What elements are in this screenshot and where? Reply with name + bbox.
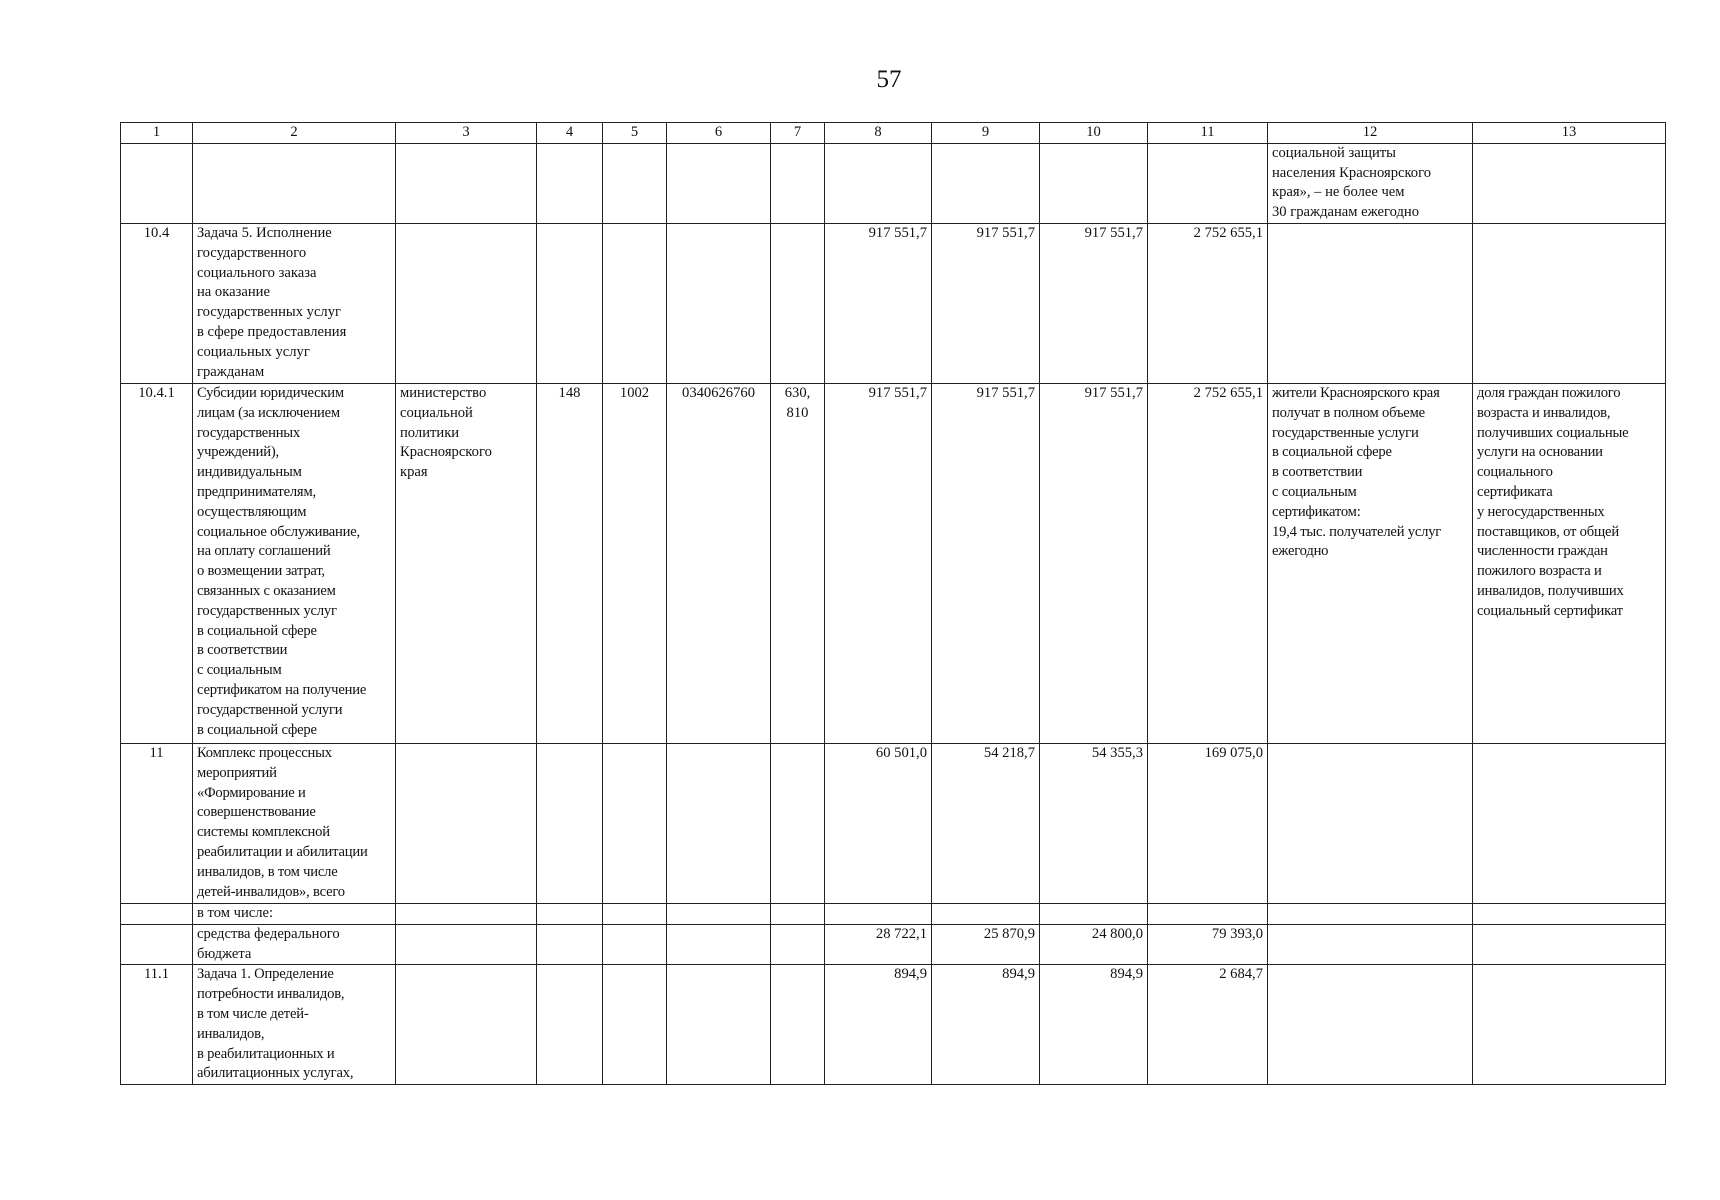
code-cell: 0340626760 [667, 383, 771, 743]
result-cell: социальной защиты населения Красноярского края», – не более чем 30 гражданам ежегодно [1268, 143, 1473, 223]
amount-cell: 917 551,7 [1040, 383, 1148, 743]
amount-cell: 917 551,7 [932, 383, 1040, 743]
table-cell [193, 143, 396, 223]
table-cell [603, 743, 667, 903]
table-cell [1473, 903, 1666, 924]
header-row [121, 123, 1666, 144]
table-cell [1040, 143, 1148, 223]
table-cell [537, 924, 603, 965]
table-cell [667, 965, 771, 1085]
row-number: 11.1 [121, 965, 193, 1085]
table-cell [1148, 903, 1268, 924]
table-cell [1268, 903, 1473, 924]
header-cell: 6 [667, 123, 771, 144]
row-title: средства федерального бюджета [193, 924, 396, 965]
result-cell: жители Красноярского края получат в полном объеме государственные услуги в социальной сфере в соответствии с социальным сертификатом: 19,4 тыс. получателей услуг ежегодно [1268, 383, 1473, 743]
row-title: Задача 1. Определение потребности инвалидов, в том числе детей- инвалидов, в реабилитационных и абилитационных услугах, [193, 965, 396, 1085]
code-cell: 1002 [603, 383, 667, 743]
amount-total-cell: 2 752 655,1 [1148, 223, 1268, 383]
table-cell [932, 903, 1040, 924]
table-cell [396, 143, 537, 223]
code-cell: 630, 810 [771, 383, 825, 743]
table-cell [771, 143, 825, 223]
table-cell [396, 743, 537, 903]
amount-cell: 24 800,0 [1040, 924, 1148, 965]
table-cell [537, 143, 603, 223]
table-cell [1148, 143, 1268, 223]
header-cell: 3 [396, 123, 537, 144]
header-cell: 10 [1040, 123, 1148, 144]
table-cell [537, 965, 603, 1085]
table-cell [771, 743, 825, 903]
table-cell [1473, 743, 1666, 903]
amount-cell: 894,9 [932, 965, 1040, 1085]
amount-cell: 917 551,7 [825, 223, 932, 383]
table-cell [603, 965, 667, 1085]
row-title: Задача 5. Исполнение государственного социального заказа на оказание государственных услуг в сфере предоставления социальных услуг гражданам [193, 223, 396, 383]
table-cell [121, 143, 193, 223]
amount-cell: 28 722,1 [825, 924, 932, 965]
responsible-cell: министерство социальной политики Красноярского края [396, 383, 537, 743]
table-cell [771, 903, 825, 924]
table-row [121, 903, 1666, 924]
table-cell [396, 223, 537, 383]
table-cell [1268, 965, 1473, 1085]
page-number: 57 [876, 66, 902, 93]
amount-cell: 894,9 [825, 965, 932, 1085]
header-cell: 8 [825, 123, 932, 144]
table-cell [537, 223, 603, 383]
header-cell: 5 [603, 123, 667, 144]
table-cell [1473, 924, 1666, 965]
amount-cell: 54 218,7 [932, 743, 1040, 903]
table-cell [396, 924, 537, 965]
table-cell [667, 924, 771, 965]
table-cell [825, 903, 932, 924]
row-number: 10.4 [121, 223, 193, 383]
table-cell [1473, 223, 1666, 383]
table-cell [603, 223, 667, 383]
amount-total-cell: 169 075,0 [1148, 743, 1268, 903]
amount-cell: 917 551,7 [825, 383, 932, 743]
header-cell: 2 [193, 123, 396, 144]
table-cell [771, 965, 825, 1085]
table-cell [121, 924, 193, 965]
table-cell [667, 743, 771, 903]
table-row [121, 924, 1666, 965]
table-cell [603, 143, 667, 223]
table-cell [667, 903, 771, 924]
indicator-cell: доля граждан пожилого возраста и инвалидов, получивших социальные услуги на основании социального сертификата у негосударственных поставщиков, от общей численности граждан пожилого возраста и инвалидов, получивших социальный сертификат [1473, 383, 1666, 743]
header-cell: 4 [537, 123, 603, 144]
table-cell [771, 924, 825, 965]
row-title: Субсидии юридическим лицам (за исключением государственных учреждений), индивидуальным предпринимателям, осуществляющим социальное обслуживание, на оплату соглашений о возмещении затрат, связанных с оказанием государственных услуг в социальной сфере в соответствии с социальным сертификатом на получение государственной услуги в социальной сфере [193, 383, 396, 743]
amount-cell: 894,9 [1040, 965, 1148, 1085]
table-cell [603, 903, 667, 924]
row-number: 11 [121, 743, 193, 903]
table-cell [1268, 223, 1473, 383]
header-cell: 11 [1148, 123, 1268, 144]
table-cell [667, 143, 771, 223]
amount-cell: 25 870,9 [932, 924, 1040, 965]
amount-cell: 54 355,3 [1040, 743, 1148, 903]
table-row [121, 965, 1666, 1085]
table-cell [825, 143, 932, 223]
code-cell: 148 [537, 383, 603, 743]
amount-cell: 60 501,0 [825, 743, 932, 903]
header-cell: 7 [771, 123, 825, 144]
header-cell: 13 [1473, 123, 1666, 144]
table-cell [1268, 743, 1473, 903]
budget-table [120, 122, 1666, 1085]
row-title: в том числе: [193, 903, 396, 924]
amount-cell: 917 551,7 [932, 223, 1040, 383]
table-cell [1473, 965, 1666, 1085]
amount-total-cell: 2 752 655,1 [1148, 383, 1268, 743]
table-row [121, 383, 1666, 743]
table-cell [537, 903, 603, 924]
table-cell [667, 223, 771, 383]
table-cell [396, 903, 537, 924]
table-row [121, 223, 1666, 383]
table-cell [1040, 903, 1148, 924]
amount-cell: 917 551,7 [1040, 223, 1148, 383]
table-cell [603, 924, 667, 965]
table-cell [121, 903, 193, 924]
amount-total-cell: 79 393,0 [1148, 924, 1268, 965]
table-row [121, 743, 1666, 903]
table-cell [932, 143, 1040, 223]
header-cell: 1 [121, 123, 193, 144]
table-cell [396, 965, 537, 1085]
table-cell [771, 223, 825, 383]
table-row [121, 143, 1666, 223]
row-title: Комплекс процессных мероприятий «Формирование и совершенствование системы комплексной реабилитации и абилитации инвалидов, в том числе детей-инвалидов», всего [193, 743, 396, 903]
amount-total-cell: 2 684,7 [1148, 965, 1268, 1085]
table-cell [537, 743, 603, 903]
header-cell: 12 [1268, 123, 1473, 144]
table-cell [1268, 924, 1473, 965]
header-cell: 9 [932, 123, 1040, 144]
row-number: 10.4.1 [121, 383, 193, 743]
table-cell [1473, 143, 1666, 223]
